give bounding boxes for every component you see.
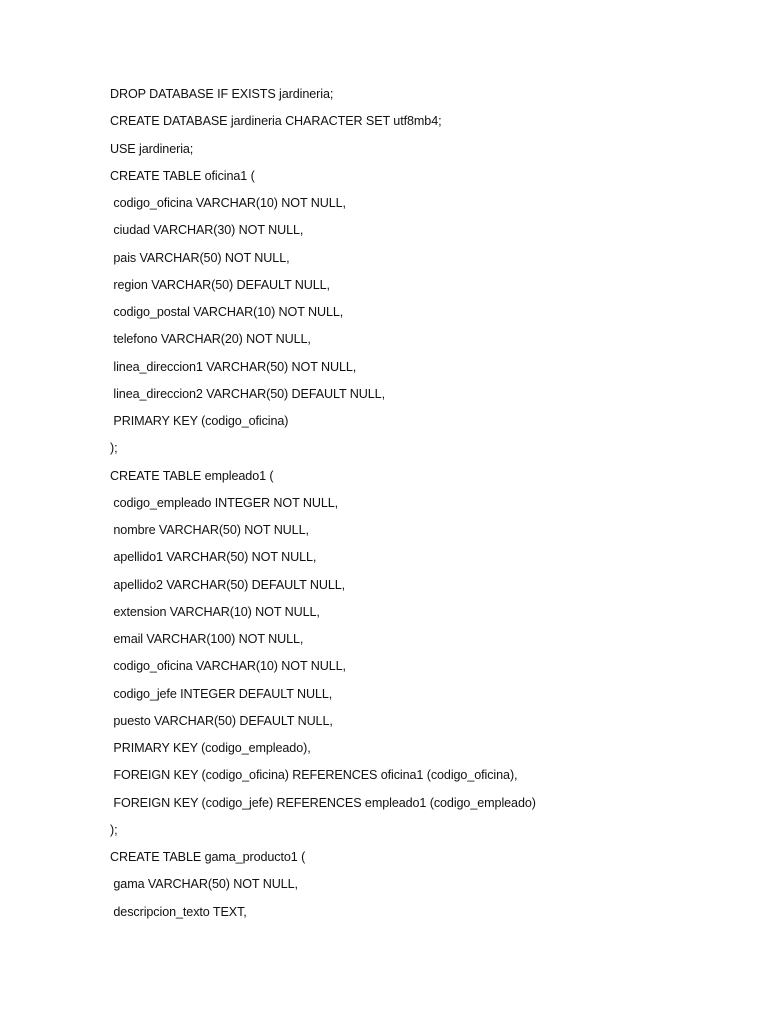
code-line: descripcion_texto TEXT, xyxy=(110,904,247,919)
code-line: codigo_jefe INTEGER DEFAULT NULL, xyxy=(110,686,333,701)
code-line: puesto VARCHAR(50) DEFAULT NULL, xyxy=(110,713,333,728)
code-line: email VARCHAR(100) NOT NULL, xyxy=(110,632,304,646)
code-line: CREATE DATABASE jardineria CHARACTER SET utf8mb4; xyxy=(110,114,442,129)
code-line: codigo_oficina VARCHAR(10) NOT NULL, xyxy=(110,659,346,674)
code-line: DROP DATABASE IF EXISTS jardineria; xyxy=(110,87,334,101)
code-line: telefono VARCHAR(20) NOT NULL, xyxy=(110,332,311,347)
code-line: codigo_oficina VARCHAR(10) NOT NULL, xyxy=(110,196,346,210)
code-line: apellido2 VARCHAR(50) DEFAULT NULL, xyxy=(110,577,346,592)
code-line: FOREIGN KEY (codigo_jefe) REFERENCES empleado1 (codigo_empleado) xyxy=(110,795,536,810)
code-line: codigo_empleado INTEGER NOT NULL, xyxy=(110,495,339,510)
code-line: CREATE TABLE gama_producto1 ( xyxy=(110,850,306,864)
code-line: apellido1 VARCHAR(50) NOT NULL, xyxy=(110,550,317,565)
code-line: nombre VARCHAR(50) NOT NULL, xyxy=(110,523,309,537)
code-line: PRIMARY KEY (codigo_oficina) xyxy=(110,414,289,428)
code-line: ); xyxy=(110,822,118,837)
code-line: region VARCHAR(50) DEFAULT NULL, xyxy=(110,277,330,292)
code-line: codigo_postal VARCHAR(10) NOT NULL, xyxy=(110,305,344,319)
sql-code-block xyxy=(110,86,730,931)
code-line: CREATE TABLE empleado1 ( xyxy=(110,468,274,483)
code-line: PRIMARY KEY (codigo_empleado), xyxy=(110,741,311,755)
code-line: ); xyxy=(110,441,118,456)
code-line: extension VARCHAR(10) NOT NULL, xyxy=(110,604,320,619)
code-line: FOREIGN KEY (codigo_oficina) REFERENCES oficina1 (codigo_oficina), xyxy=(110,768,518,783)
code-line: linea_direccion2 VARCHAR(50) DEFAULT NULL, xyxy=(110,386,385,401)
code-line: pais VARCHAR(50) NOT NULL, xyxy=(110,250,290,265)
code-line: USE jardineria; xyxy=(110,141,194,156)
code-line: gama VARCHAR(50) NOT NULL, xyxy=(110,877,298,892)
code-line: linea_direccion1 VARCHAR(50) NOT NULL, xyxy=(110,359,357,374)
code-line: ciudad VARCHAR(30) NOT NULL, xyxy=(110,223,304,238)
code-line: CREATE TABLE oficina1 ( xyxy=(110,168,255,183)
